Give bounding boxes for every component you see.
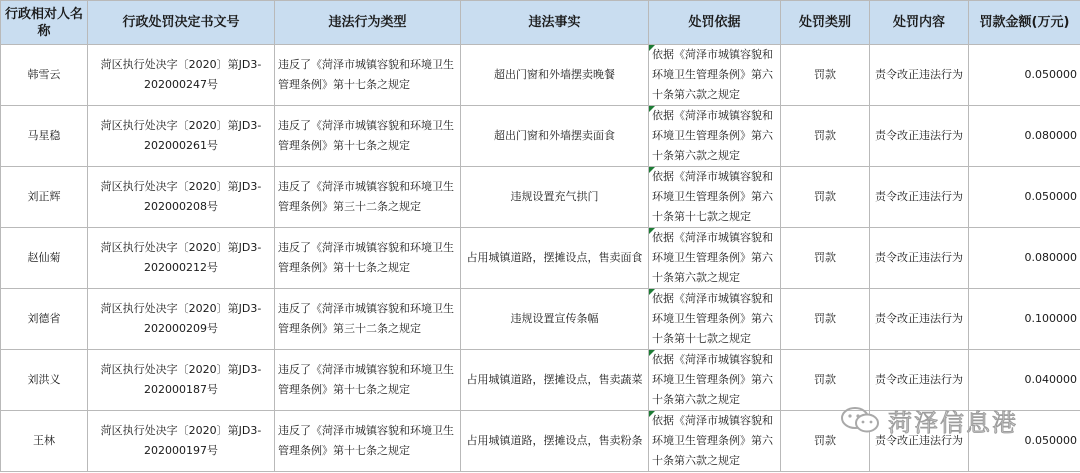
comment-marker-icon: [649, 289, 655, 295]
cell-name[interactable]: 刘洪义: [1, 350, 88, 411]
cell-amount[interactable]: 0.050000: [969, 167, 1080, 228]
cell-doc-no[interactable]: 菏区执行处决字〔2020〕第JD3-202000209号: [88, 289, 275, 350]
cell-category[interactable]: 罚款: [781, 167, 870, 228]
cell-basis[interactable]: [649, 350, 781, 411]
header-cell-violation-type[interactable]: 违法行为类型: [275, 1, 461, 45]
header-cell-content[interactable]: 处罚内容: [870, 1, 969, 45]
cell-facts[interactable]: 占用城镇道路，摆摊设点，售卖面食: [461, 228, 649, 289]
cell-doc-no[interactable]: 菏区执行处决字〔2020〕第JD3-202000247号: [88, 45, 275, 106]
comment-marker-icon: [649, 167, 655, 173]
cell-category[interactable]: 罚款: [781, 228, 870, 289]
header-cell-amount[interactable]: 罚款金额(万元): [969, 1, 1080, 45]
cell-category[interactable]: 罚款: [781, 411, 870, 472]
table-row: [1, 45, 1080, 106]
cell-facts[interactable]: 超出门窗和外墙摆卖晚餐: [461, 45, 649, 106]
cell-category[interactable]: 罚款: [781, 106, 870, 167]
cell-content[interactable]: 责令改正违法行为: [870, 289, 969, 350]
comment-marker-icon: [649, 106, 655, 112]
table-row: [1, 350, 1080, 411]
cell-basis[interactable]: [649, 45, 781, 106]
table-row: [1, 228, 1080, 289]
cell-facts[interactable]: 占用城镇道路，摆摊设点，售卖蔬菜: [461, 350, 649, 411]
cell-basis-text: 依据《菏泽市城镇容貌和环境卫生管理条例》第六十条第十七款之规定: [652, 292, 773, 345]
cell-amount[interactable]: 0.050000: [969, 45, 1080, 106]
cell-name[interactable]: 刘正辉: [1, 167, 88, 228]
cell-facts[interactable]: 占用城镇道路，摆摊设点，售卖粉条: [461, 411, 649, 472]
cell-basis-text: 依据《菏泽市城镇容貌和环境卫生管理条例》第六十条第六款之规定: [652, 231, 773, 284]
cell-content[interactable]: 责令改正违法行为: [870, 411, 969, 472]
cell-name[interactable]: 刘德省: [1, 289, 88, 350]
header-cell-name[interactable]: 行政相对人名称: [1, 1, 88, 45]
cell-content[interactable]: 责令改正违法行为: [870, 106, 969, 167]
table-row: [1, 289, 1080, 350]
cell-basis-text: 依据《菏泽市城镇容貌和环境卫生管理条例》第六十条第十七款之规定: [652, 170, 773, 223]
cell-content[interactable]: 责令改正违法行为: [870, 45, 969, 106]
cell-amount[interactable]: 0.080000: [969, 228, 1080, 289]
table-row: [1, 411, 1080, 472]
comment-marker-icon: [649, 411, 655, 417]
table-row: [1, 167, 1080, 228]
cell-amount[interactable]: 0.050000: [969, 411, 1080, 472]
cell-basis[interactable]: [649, 106, 781, 167]
cell-basis-text: 依据《菏泽市城镇容貌和环境卫生管理条例》第六十条第六款之规定: [652, 414, 773, 467]
cell-category[interactable]: 罚款: [781, 45, 870, 106]
header-cell-basis[interactable]: 处罚依据: [649, 1, 781, 45]
comment-marker-icon: [649, 228, 655, 234]
cell-amount[interactable]: 0.040000: [969, 350, 1080, 411]
cell-basis[interactable]: [649, 289, 781, 350]
header-cell-category[interactable]: 处罚类别: [781, 1, 870, 45]
cell-doc-no[interactable]: 菏区执行处决字〔2020〕第JD3-202000197号: [88, 411, 275, 472]
cell-basis-text: 依据《菏泽市城镇容貌和环境卫生管理条例》第六十条第六款之规定: [652, 109, 773, 162]
cell-category[interactable]: 罚款: [781, 289, 870, 350]
cell-content[interactable]: 责令改正违法行为: [870, 228, 969, 289]
cell-basis[interactable]: [649, 228, 781, 289]
cell-facts[interactable]: 违规设置宣传条幅: [461, 289, 649, 350]
cell-amount[interactable]: 0.080000: [969, 106, 1080, 167]
header-row: [1, 1, 1080, 45]
cell-content[interactable]: 责令改正违法行为: [870, 350, 969, 411]
watermark-text: 菏泽信息港: [888, 408, 1018, 437]
cell-basis[interactable]: [649, 167, 781, 228]
cell-basis-text: 依据《菏泽市城镇容貌和环境卫生管理条例》第六十条第六款之规定: [652, 48, 773, 101]
comment-marker-icon: [649, 350, 655, 356]
header-cell-doc-no[interactable]: 行政处罚决定书文号: [88, 1, 275, 45]
cell-facts[interactable]: 违规设置充气拱门: [461, 167, 649, 228]
cell-doc-no[interactable]: 菏区执行处决字〔2020〕第JD3-202000187号: [88, 350, 275, 411]
cell-doc-no[interactable]: 菏区执行处决字〔2020〕第JD3-202000208号: [88, 167, 275, 228]
cell-name[interactable]: 马星稳: [1, 106, 88, 167]
cell-violation-type[interactable]: 违反了《菏泽市城镇容貌和环境卫生管理条例》第十七条之规定: [275, 411, 461, 472]
cell-name[interactable]: 王林: [1, 411, 88, 472]
cell-violation-type[interactable]: 违反了《菏泽市城镇容貌和环境卫生管理条例》第十七条之规定: [275, 350, 461, 411]
cell-violation-type[interactable]: 违反了《菏泽市城镇容貌和环境卫生管理条例》第十七条之规定: [275, 106, 461, 167]
cell-category[interactable]: 罚款: [781, 350, 870, 411]
cell-doc-no[interactable]: 菏区执行处决字〔2020〕第JD3-202000261号: [88, 106, 275, 167]
cell-violation-type[interactable]: 违反了《菏泽市城镇容貌和环境卫生管理条例》第十七条之规定: [275, 228, 461, 289]
comment-marker-icon: [649, 45, 655, 51]
cell-basis[interactable]: [649, 411, 781, 472]
cell-doc-no[interactable]: 菏区执行处决字〔2020〕第JD3-202000212号: [88, 228, 275, 289]
cell-name[interactable]: 赵仙菊: [1, 228, 88, 289]
cell-violation-type[interactable]: 违反了《菏泽市城镇容貌和环境卫生管理条例》第三十二条之规定: [275, 289, 461, 350]
cell-amount[interactable]: 0.100000: [969, 289, 1080, 350]
cell-basis-text: 依据《菏泽市城镇容貌和环境卫生管理条例》第六十条第六款之规定: [652, 353, 773, 406]
cell-violation-type[interactable]: 违反了《菏泽市城镇容貌和环境卫生管理条例》第十七条之规定: [275, 45, 461, 106]
cell-facts[interactable]: 超出门窗和外墙摆卖面食: [461, 106, 649, 167]
cell-name[interactable]: 韩雪云: [1, 45, 88, 106]
cell-content[interactable]: 责令改正违法行为: [870, 167, 969, 228]
table-row: [1, 106, 1080, 167]
cell-violation-type[interactable]: 违反了《菏泽市城镇容貌和环境卫生管理条例》第三十二条之规定: [275, 167, 461, 228]
header-cell-facts[interactable]: 违法事实: [461, 1, 649, 45]
